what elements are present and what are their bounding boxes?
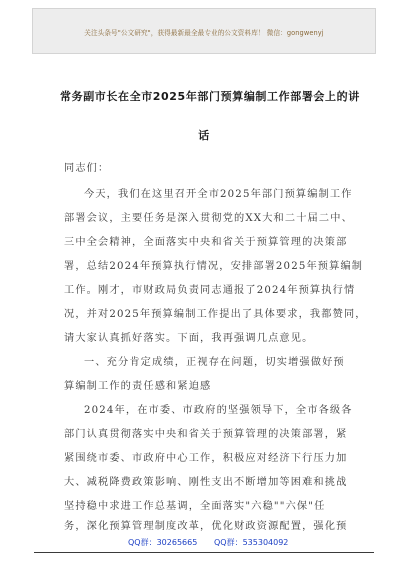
document-title-continued: 话 xyxy=(198,129,210,142)
greeting: 同志们： xyxy=(64,163,110,174)
footer xyxy=(0,537,408,549)
section-heading: 一、充分肯定成绩，正视存在问题，切实增强做好预 xyxy=(84,357,345,368)
paragraph-line: 署，总结2024年预算执行情况，安排部署2025年预算编制 xyxy=(64,261,364,272)
paragraph-line: 况，并对2025年预算编制工作提出了具体要求，我都赞同， xyxy=(64,309,367,320)
paragraph-line: 紧围绕市委、市政府中心工作，积极应对经济下行压力加 xyxy=(64,453,348,464)
qq-group-1: QQ群：30265665 xyxy=(128,538,198,547)
paragraph-line: 务，深化预算管理制度改革，优化财政资源配置，强化预 xyxy=(64,521,348,532)
document-title: 常务副市长在全市2025年部门预算编制工作部署会上的讲 xyxy=(60,90,360,103)
paragraph-line: 工作。刚才，市财政局负责同志通报了2024年预算执行情 xyxy=(64,285,356,296)
paragraph-line: 部门认真贯彻落实中央和省关于预算管理的决策部署，紧 xyxy=(64,429,348,440)
footer-rule xyxy=(34,552,374,553)
paragraph-line: 大、减税降费政策影响、刚性支出不断增加等困难和挑战 xyxy=(64,477,348,488)
paragraph-line: 2024年，在市委、市政府的坚强领导下，全市各级各 xyxy=(84,405,353,416)
paragraph-line: 部署会议，主要任务是深入贯彻党的XX大和二十届二中、 xyxy=(64,213,353,224)
paragraph-line: 今天，我们在这里召开全市2025年部门预算编制工作 xyxy=(84,189,353,200)
paragraph-line: 三中全会精神，全面落实中央和省关于预算管理的决策部 xyxy=(64,237,348,248)
paragraph-line: 请大家认真抓好落实。下面，我再强调几点意见。 xyxy=(64,333,314,344)
promo-text: 关注头条号"公文研究"，获得最新最全最专业的公文资料库！ 微信：gongwenyj xyxy=(84,29,324,37)
paragraph-line: 坚持稳中求进工作总基调，全面落实"六稳""六保"任 xyxy=(64,501,326,512)
qq-group-2: QQ群：535304092 xyxy=(214,538,289,547)
section-heading-continued: 算编制工作的责任感和紧迫感 xyxy=(64,381,212,392)
promo-banner xyxy=(32,8,376,54)
